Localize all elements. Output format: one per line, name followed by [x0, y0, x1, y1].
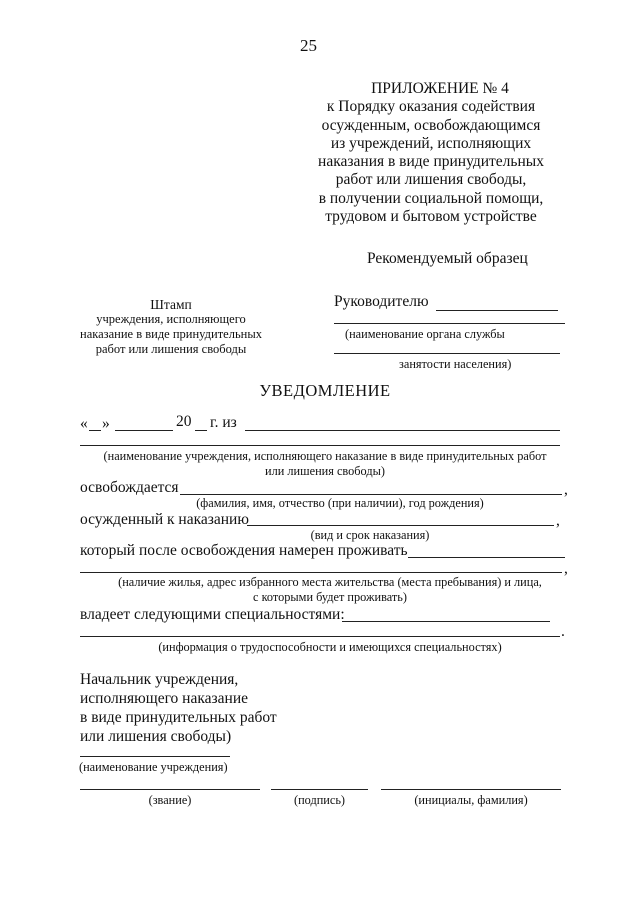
addressee-field-line3[interactable]	[334, 353, 560, 354]
residence-field-line2[interactable]	[80, 572, 562, 573]
residence-field[interactable]	[408, 557, 565, 558]
date-quote-close: »	[102, 415, 110, 432]
residence-hint-1: (наличие жилья, адрес избранного места жительства (места пребывания) и лица,	[118, 575, 542, 589]
skills-label: владеет следующими специальностями:	[80, 606, 345, 623]
appendix-line: трудовом и бытовом устройстве	[325, 208, 537, 226]
rank-field[interactable]	[80, 789, 260, 790]
skills-hint: (информация о трудоспособности и имеющихся специальностях)	[158, 640, 502, 654]
residence-label: который после освобождения намерен проживать	[80, 542, 408, 559]
released-field[interactable]	[180, 494, 562, 495]
addressee-hint-2: занятости населения)	[399, 357, 512, 371]
signer-line: Начальник учреждения,	[80, 671, 239, 688]
released-label: освобождается	[80, 479, 179, 496]
stamp-block	[60, 297, 282, 357]
institution-field-line2[interactable]	[80, 445, 560, 446]
signer-line: или лишения свободы)	[80, 728, 232, 745]
stamp-line: работ или лишения свободы	[95, 342, 247, 356]
signer-line: исполняющего наказание	[80, 690, 248, 707]
institution-hint-2: или лишения свободы)	[265, 464, 385, 478]
stamp-line: учреждения, исполняющего	[96, 312, 246, 326]
sentenced-hint: (вид и срок наказания)	[310, 528, 430, 542]
sample-label: Рекомендуемый образец	[367, 250, 528, 267]
institution-hint-1: (наименование учреждения, исполняющего наказание в виде принудительных работ	[103, 449, 547, 463]
skills-period: .	[561, 623, 565, 640]
appendix-line: наказания в виде принудительных	[318, 153, 544, 171]
rank-hint: (звание)	[148, 793, 192, 807]
name-hint: (инициалы, фамилия)	[414, 793, 528, 807]
document-title: УВЕДОМЛЕНИЕ	[259, 381, 391, 400]
signature-hint: (подпись)	[293, 793, 346, 807]
day-field[interactable]	[89, 430, 101, 431]
appendix-heading: ПРИЛОЖЕНИЕ № 4	[371, 80, 509, 97]
year-field[interactable]	[195, 430, 207, 431]
sentence-field[interactable]	[247, 525, 554, 526]
institution-field[interactable]	[245, 430, 560, 431]
signer-institution-hint: (наименование учреждения)	[79, 760, 228, 774]
stamp-title: Штамп	[150, 297, 192, 312]
released-hint: (фамилия, имя, отчество (при наличии), год рождения)	[196, 496, 484, 510]
addressee-label: Руководителю	[334, 293, 429, 310]
name-field[interactable]	[381, 789, 561, 790]
appendix-line: работ или лишения свободы,	[335, 171, 527, 189]
skills-field[interactable]	[342, 621, 550, 622]
appendix-line: в получении социальной помощи,	[318, 189, 544, 207]
released-comma: ,	[564, 481, 568, 498]
appendix-line: осужденным, освобождающимся	[321, 116, 541, 134]
stamp-line: наказание в виде принудительных	[80, 327, 262, 341]
residence-hint-2: с которыми будет проживать)	[253, 590, 407, 604]
addressee-field-line2[interactable]	[334, 323, 565, 324]
sentenced-label: осужденный к наказанию	[80, 511, 249, 528]
skills-field-line2[interactable]	[80, 636, 560, 637]
appendix-header	[300, 80, 562, 226]
residence-comma: ,	[564, 560, 568, 577]
page-number: 25	[300, 36, 317, 55]
month-field[interactable]	[115, 430, 173, 431]
sentenced-comma: ,	[556, 512, 560, 529]
date-quote-open: «	[80, 415, 88, 432]
year-prefix: 20	[176, 413, 192, 430]
year-suffix: г. из	[210, 414, 237, 431]
addressee-field[interactable]	[436, 310, 558, 311]
addressee-hint-1: (наименование органа службы	[345, 327, 505, 341]
signer-institution-field[interactable]	[80, 756, 230, 757]
appendix-line: к Порядку оказания содействия	[326, 98, 536, 116]
signature-field[interactable]	[271, 789, 368, 790]
signer-line: в виде принудительных работ	[80, 709, 277, 726]
appendix-line: из учреждений, исполняющих	[330, 134, 532, 152]
